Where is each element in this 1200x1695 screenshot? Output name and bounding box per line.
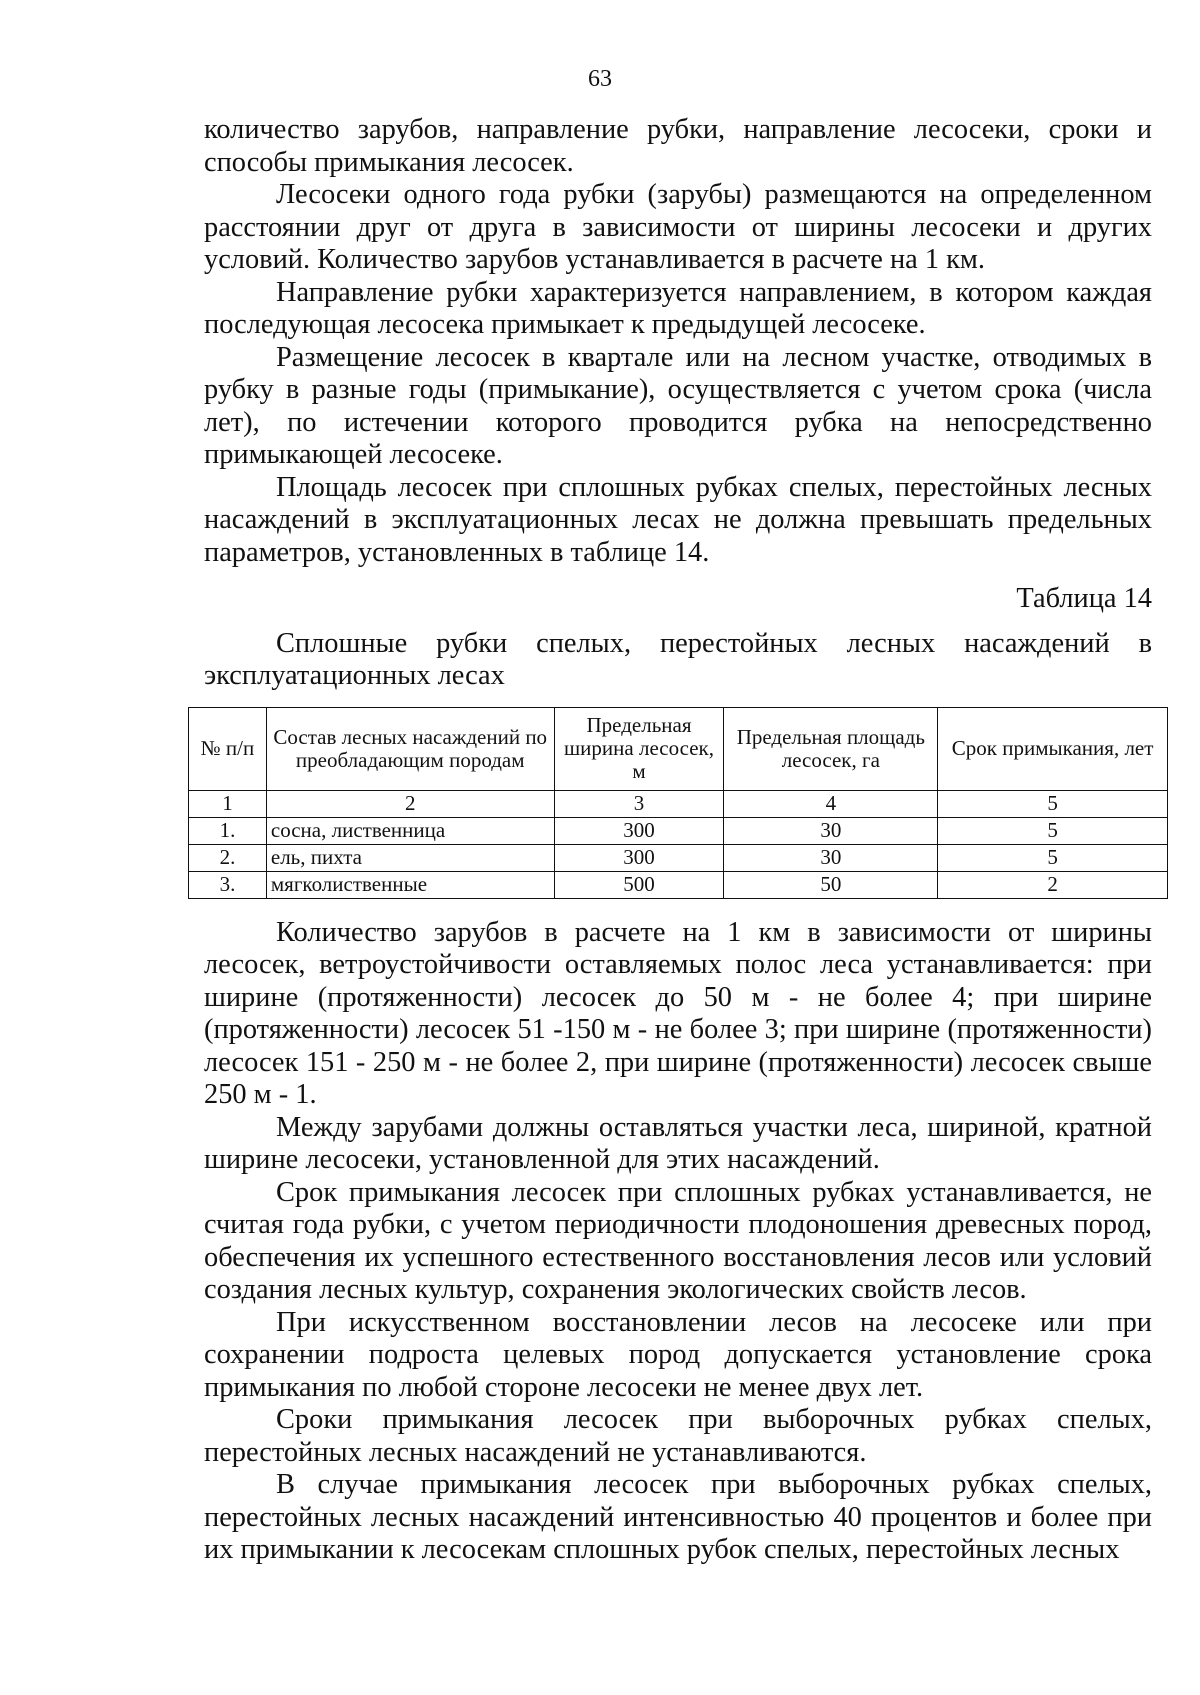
table-cell: сосна, лиственница	[266, 817, 554, 844]
table-cell: 30	[724, 844, 938, 871]
paragraph: Количество зарубов в расчете на 1 км в зависимости от ширины лесосек, ветроустойчивости оставляемых полос леса устанавливается: при ширине (протяженности) лесосек до 50 м - не более 4; при ширине (протяженности) лесосек 51 -150 м - не более 3; при ширине (протяженности) лесосек 151 - 250 м - не более 2, при ширине (протяженности) лесосек свыше 250 м - 1.	[204, 916, 1152, 1110]
paragraph: количество зарубов, направление рубки, направление лесосеки, сроки и способы примыкания лесосек.	[204, 114, 1152, 178]
paragraph: При искусственном восстановлении лесов на лесосеке или при сохранении подроста целевых пород допускается установление срока примыкания по любой стороне лесосеки не менее двух лет.	[204, 1306, 1152, 1403]
table-cell: 5	[938, 844, 1168, 871]
table-cell: 1.	[189, 817, 267, 844]
header-adjacency-term: Срок примыкания, лет	[938, 707, 1168, 790]
header-number: № п/п	[189, 707, 267, 790]
document-body	[200, 114, 1154, 1567]
table-cell: 30	[724, 817, 938, 844]
table-cell: 1	[189, 790, 267, 817]
table-cell: 4	[724, 790, 938, 817]
table-title: Сплошные рубки спелых, перестойных лесных насаждений в эксплуатационных лесах	[204, 627, 1152, 691]
table-cell: 2.	[189, 844, 267, 871]
table-cell: 3	[554, 790, 724, 817]
limits-table	[188, 707, 1168, 899]
table-cell: 3.	[189, 871, 267, 898]
paragraph: Срок примыкания лесосек при сплошных рубках устанавливается, не считая года рубки, с учетом периодичности плодоношения древесных пород, обеспечения их успешного естественного восстановления лесов или условий создания лесных культур, сохранения экологических свойств лесов.	[204, 1176, 1152, 1305]
table-cell: 50	[724, 871, 938, 898]
paragraph: Между зарубами должны оставляться участки леса, шириной, кратной ширине лесосеки, установленной для этих насаждений.	[204, 1111, 1152, 1175]
table-row	[189, 871, 1168, 898]
paragraph: Размещение лесосек в квартале или на лесном участке, отводимых в рубку в разные годы (примыкание), осуществляется с учетом срока (числа лет), по истечении которого проводится рубка на непосредственно примыкающей лесосеке.	[204, 341, 1152, 470]
table-row	[189, 817, 1168, 844]
table-numbering-row	[189, 790, 1168, 817]
table-label: Таблица 14	[1016, 583, 1152, 614]
table-cell: 5	[938, 790, 1168, 817]
paragraph: Площадь лесосек при сплошных рубках спелых, перестойных лесных насаждений в эксплуатационных лесах не должна превышать предельных параметров, установленных в таблице 14.	[204, 471, 1152, 568]
paragraph: В случае примыкания лесосек при выборочных рубках спелых, перестойных лесных насаждений интенсивностью 40 процентов и более при их примыкании к лесосекам сплошных рубок спелых, перестойных лесных	[204, 1469, 1152, 1565]
table-cell: 2	[938, 871, 1168, 898]
table-cell: 2	[266, 790, 554, 817]
header-max-area: Предельная площадь лесосек, га	[724, 707, 938, 790]
paragraph: Направление рубки характеризуется направлением, в котором каждая последующая лесосека примыкает к предыдущей лесосеке.	[204, 276, 1152, 340]
table-row	[189, 844, 1168, 871]
paragraph: Сроки примыкания лесосек при выборочных рубках спелых, перестойных лесных насаждений не устанавливаются.	[204, 1404, 1152, 1468]
header-composition: Состав лесных насаждений по преобладающим породам	[266, 707, 554, 790]
page-number: 63	[588, 66, 612, 92]
table-cell: 300	[554, 817, 724, 844]
table-cell: 300	[554, 844, 724, 871]
header-max-width: Предельная ширина лесосек, м	[554, 707, 724, 790]
table-cell: 5	[938, 817, 1168, 844]
table-cell: 500	[554, 871, 724, 898]
table-header-row	[189, 707, 1168, 790]
paragraph: Лесосеки одного года рубки (зарубы) размещаются на определенном расстоянии друг от друга в зависимости от ширины лесосеки и других условий. Количество зарубов устанавливается в расчете на 1 км.	[204, 179, 1152, 275]
text-after-table	[204, 917, 1152, 1567]
table-cell: мягколиственные	[266, 871, 554, 898]
table-cell: ель, пихта	[266, 844, 554, 871]
